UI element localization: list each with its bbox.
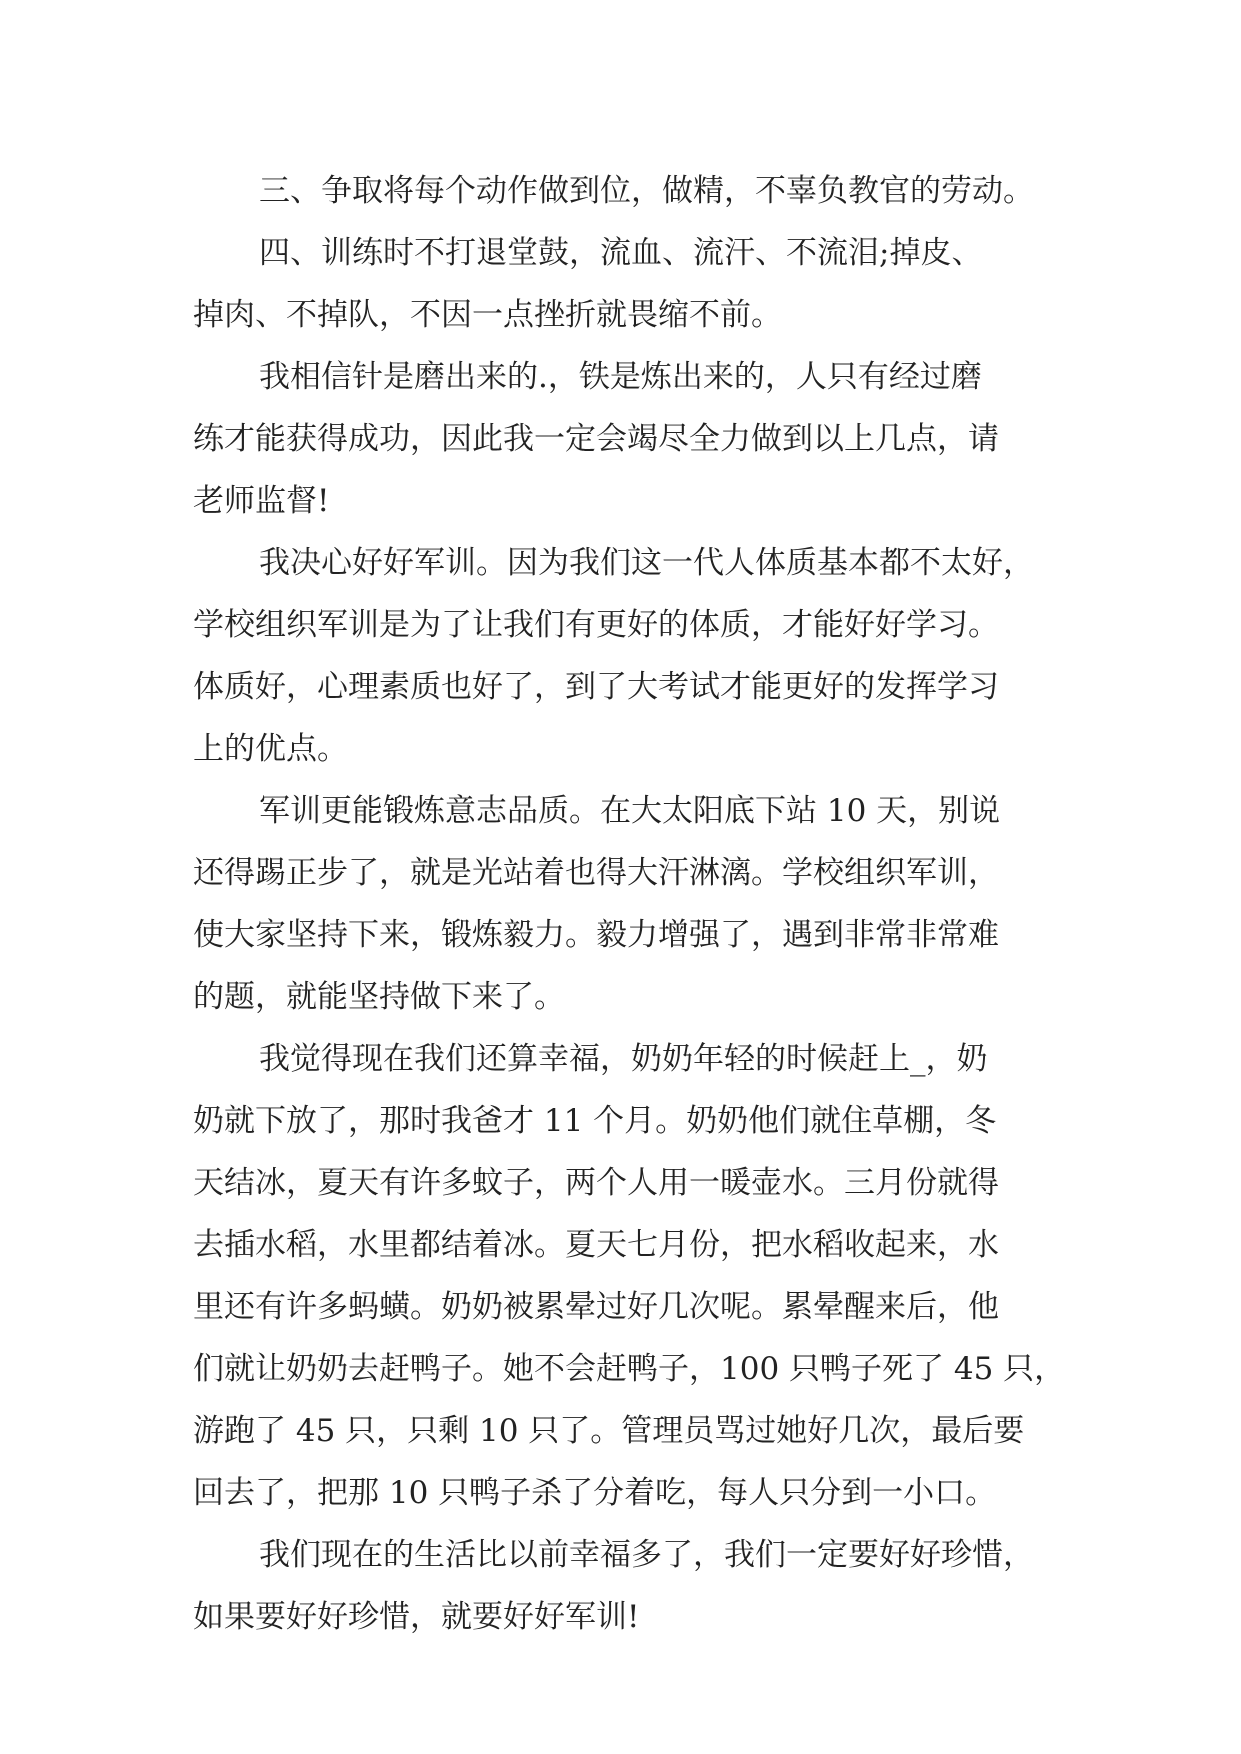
paragraph [193, 222, 1073, 346]
text-line: 军训更能锻炼意志品质。在大太阳底下站 10 天，别说 [259, 793, 1001, 829]
text-line: 学校组织军训是为了让我们有更好的体质，才能好好学习。 [193, 607, 999, 643]
text-line: 我觉得现在我们还算幸福，奶奶年轻的时候赶上_，奶 [259, 1041, 988, 1077]
text-line: 老师监督! [193, 483, 330, 519]
text-line: 掉肉、不掉队，不因一点挫折就畏缩不前。 [193, 297, 782, 333]
text-line: 上的优点。 [193, 731, 348, 767]
text-line: 回去了，把那 10 只鸭子杀了分着吃，每人只分到一小口。 [193, 1475, 997, 1511]
text-line: 三、争取将每个动作做到位，做精，不辜负教官的劳动。 [259, 173, 1034, 209]
text-line: 们就让奶奶去赶鸭子。她不会赶鸭子，100 只鸭子死了 45 只， [193, 1351, 1066, 1387]
paragraph [193, 1524, 1073, 1648]
text-line: 我相信针是磨出来的.，铁是炼出来的，人只有经过磨 [259, 359, 982, 395]
text-line: 的题，就能坚持做下来了。 [193, 979, 565, 1015]
text-line: 我们现在的生活比以前幸福多了，我们一定要好好珍惜， [259, 1537, 1034, 1573]
paragraph [193, 160, 1073, 222]
text-line: 使大家坚持下来，锻炼毅力。毅力增强了，遇到非常非常难 [193, 917, 999, 953]
text-line: 天结冰，夏天有许多蚊子，两个人用一暖壶水。三月份就得 [193, 1165, 999, 1201]
paragraph [193, 532, 1073, 780]
paragraph [193, 780, 1073, 1028]
text-line: 去插水稻，水里都结着冰。夏天七月份，把水稻收起来，水 [193, 1227, 999, 1263]
text-line: 还得踢正步了，就是光站着也得大汗淋漓。学校组织军训， [193, 855, 999, 891]
text-line: 四、训练时不打退堂鼓，流血、流汗、不流泪;掉皮、 [259, 235, 983, 271]
text-line: 我决心好好军训。因为我们这一代人体质基本都不太好， [259, 545, 1034, 581]
text-line: 奶就下放了，那时我爸才 11 个月。奶奶他们就住草棚，冬 [193, 1103, 997, 1139]
text-line: 里还有许多蚂蟥。奶奶被累晕过好几次呢。累晕醒来后，他 [193, 1289, 999, 1325]
text-line: 练才能获得成功，因此我一定会竭尽全力做到以上几点，请 [193, 421, 999, 457]
text-line: 体质好，心理素质也好了，到了大考试才能更好的发挥学习 [193, 669, 999, 705]
text-line: 如果要好好珍惜，就要好好军训! [193, 1599, 640, 1635]
document-body [193, 160, 1073, 1648]
paragraph [193, 1028, 1073, 1524]
paragraph [193, 346, 1073, 532]
text-line: 游跑了 45 只，只剩 10 只了。管理员骂过她好几次，最后要 [193, 1413, 1025, 1449]
